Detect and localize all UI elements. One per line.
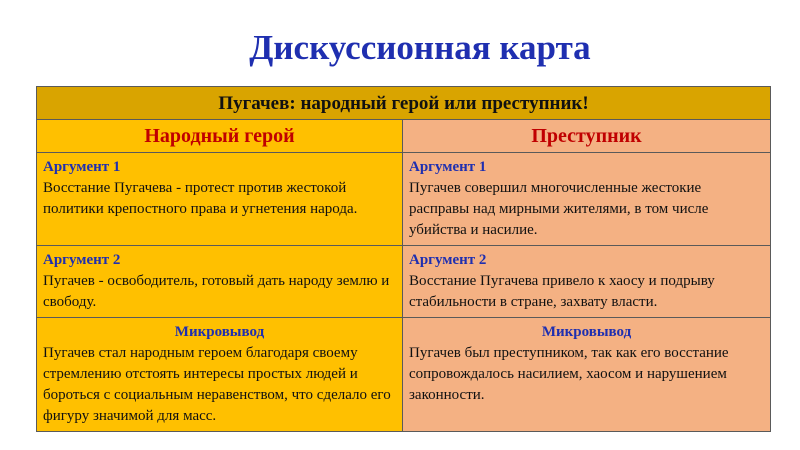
criminal-argument-1-cell xyxy=(403,153,771,246)
hero-argument-1-label: Аргумент 1 xyxy=(43,159,121,175)
hero-argument-2-label: Аргумент 2 xyxy=(43,252,121,268)
criminal-argument-2-cell xyxy=(403,246,771,318)
criminal-conclusion-text: Пугачев был преступником, так как его восстание сопровождалось насилием, хаосом и нарушением законности. xyxy=(409,345,729,403)
hero-argument-1-cell xyxy=(37,153,403,246)
criminal-argument-1-label: Аргумент 1 xyxy=(409,159,487,175)
hero-argument-2-text: Пугачев - освободитель, готовый дать народу землю и свободу. xyxy=(43,273,390,310)
criminal-argument-2-text: Восстание Пугачева привело к хаосу и подрыву стабильности в стране, захвату власти. xyxy=(409,273,715,310)
hero-conclusion-text: Пугачев стал народным героем благодаря своему стремлению отстоять интересы простых людей и бороться с социальным неравенством, что сделало его фигуру значимой для масс. xyxy=(43,345,391,424)
hero-argument-2-cell xyxy=(37,246,403,318)
hero-argument-1-text: Восстание Пугачева - протест против жестокой политики крепостного права и угнетения народа. xyxy=(43,180,358,217)
hero-column-heading: Народный герой xyxy=(37,120,403,153)
hero-conclusion-label: Микровывод xyxy=(174,324,265,340)
table-row xyxy=(37,246,771,318)
table-header: Пугачев: народный герой или преступник! xyxy=(37,87,771,120)
table-row xyxy=(37,153,771,246)
criminal-conclusion-cell xyxy=(403,318,771,432)
page-title: Дискуссионная карта xyxy=(249,28,591,67)
table-header-row xyxy=(37,87,771,120)
column-headings-row xyxy=(37,120,771,153)
discussion-table xyxy=(36,86,771,432)
table-row xyxy=(37,318,771,432)
criminal-conclusion-label: Микровывод xyxy=(541,324,632,340)
criminal-argument-2-label: Аргумент 2 xyxy=(409,252,487,268)
criminal-argument-1-text: Пугачев совершил многочисленные жестокие расправы над мирными жителями, в том числе убийства и насилие. xyxy=(409,180,709,238)
hero-conclusion-cell xyxy=(37,318,403,432)
criminal-column-heading: Преступник xyxy=(403,120,771,153)
